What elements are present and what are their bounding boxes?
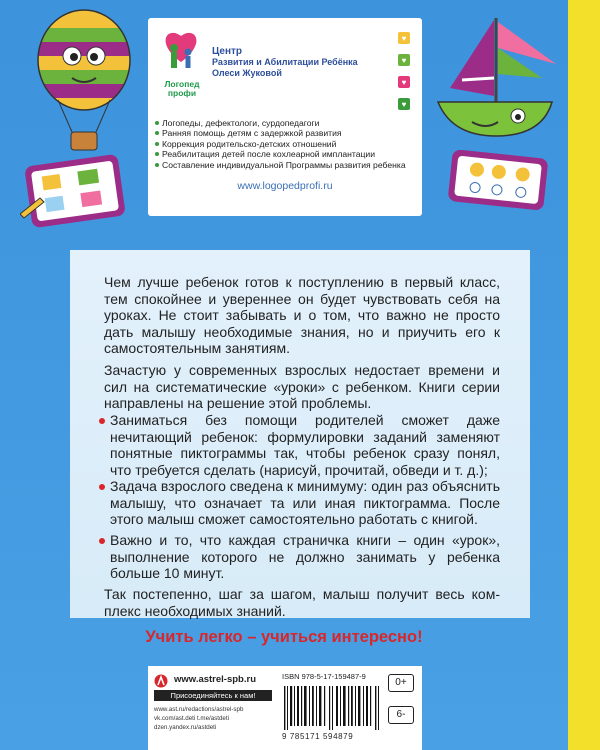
heart-icon: ♥ xyxy=(398,54,410,66)
heart-icon: ♥ xyxy=(398,98,410,110)
bullet-icon xyxy=(99,484,105,490)
logo-text-line-2: профи xyxy=(167,88,197,98)
age-group-badge: 6- xyxy=(388,706,414,724)
heart-icon: ♥ xyxy=(398,76,410,88)
bullet-item-3-text: Важно и то, что каждая страничка книги – один «урок», выполнение которого не должно занимать у ребенка больше 10 минут. xyxy=(110,532,500,582)
barcode-graphic xyxy=(282,686,382,730)
publisher-link-ast[interactable]: www.ast.ru/redactions/astrel-spb xyxy=(154,706,244,713)
bullet-item-2 xyxy=(110,478,500,528)
list-item: Логопеды, дефектологи, сурдопедагоги xyxy=(154,118,416,128)
bullet-item-1 xyxy=(110,412,500,478)
bullet-icon xyxy=(99,538,105,544)
center-title-line-2: Развития и Абилитации Ребёнка xyxy=(212,57,358,67)
center-advert-card xyxy=(148,18,422,216)
logoped-profi-logo-icon xyxy=(158,28,204,84)
bullet-item-3 xyxy=(110,532,500,582)
logo-wordmark xyxy=(156,80,208,98)
heart-icons-column xyxy=(398,32,412,120)
publisher-website-link[interactable]: www.astrel-spb.ru xyxy=(174,674,256,685)
bullet-item-1-text: Заниматься без помощи родителей сможет даже нечитающий ребенок: формулировки заданий заменяют понятные пиктограммы так, чтобы ребенок сразу понял, что требуется сделать (нарисуй, прочитай, обведи и т. д.); xyxy=(110,412,500,478)
heart-icon: ♥ xyxy=(398,32,410,44)
list-item: Ранняя помощь детям с задержкой развития xyxy=(154,128,416,138)
services-list xyxy=(154,118,416,170)
hot-air-balloon-illustration xyxy=(28,8,140,158)
paragraph-intro: Чем лучше ребенок готов к поступлению в первый класс, тем спокойнее и увереннее он будет чувствовать себя на уроках. Не стоит забывать и о том, что важно не просто дать малышу необходимые знания, но и приучить его к самостоятельным занятиям. xyxy=(104,274,500,357)
bullet-item-2-text: Задача взрослого сведена к минимуму: один раз объяснить малышу, что означает та или иная пиктограмма. После этого малыш сможет самостоятельно работать с книгой. xyxy=(110,478,500,528)
publisher-link-social[interactable]: vk.com/ast.deti t.me/astdeti xyxy=(154,715,229,722)
paragraph-conclusion: Так постепенно, шаг за шагом, малыш получит весь комплекс необходимых знаний. xyxy=(104,586,500,619)
isbn-number: ISBN 978-5-17-159487-9 xyxy=(282,672,366,681)
yellow-spine-strip xyxy=(568,0,600,750)
slogan: Учить легко – учиться интересно! xyxy=(145,628,423,646)
publisher-link-dzen[interactable]: dzen.yandex.ru/astdeti xyxy=(154,724,217,731)
publisher-info-block xyxy=(148,666,422,750)
tablet-illustration-left xyxy=(20,154,130,228)
center-title xyxy=(212,46,358,79)
logo-text-line-1: Логопед xyxy=(164,79,200,89)
bullet-icon xyxy=(99,418,105,424)
list-item: Коррекция родительско-детских отношений xyxy=(154,139,416,149)
tablet-illustration-right xyxy=(446,150,552,210)
list-item: Реабилитация детей после кохлеарной имплантации xyxy=(154,149,416,159)
center-title-line-3: Олеси Жуковой xyxy=(212,68,282,78)
center-website-link[interactable]: www.logopedprofi.ru xyxy=(237,180,333,192)
age-rating-badge: 0+ xyxy=(388,674,414,692)
paragraph-problem: Зачастую у современных взрослых недостает времени и сил на систематические «уроки» с ребенком. Книги серии направлены на решение этой проблемы. xyxy=(104,362,500,412)
description-panel xyxy=(70,250,530,618)
center-title-line-1: Центр xyxy=(212,46,243,57)
sailboat-illustration xyxy=(432,8,560,148)
astrel-logo-icon xyxy=(154,674,168,688)
barcode-number: 9 785171 594879 xyxy=(282,732,354,741)
list-item: Составление индивидуальной Программы развития ребенка xyxy=(154,160,416,170)
join-us-banner: Присоединяйтесь к нам! xyxy=(154,690,272,701)
